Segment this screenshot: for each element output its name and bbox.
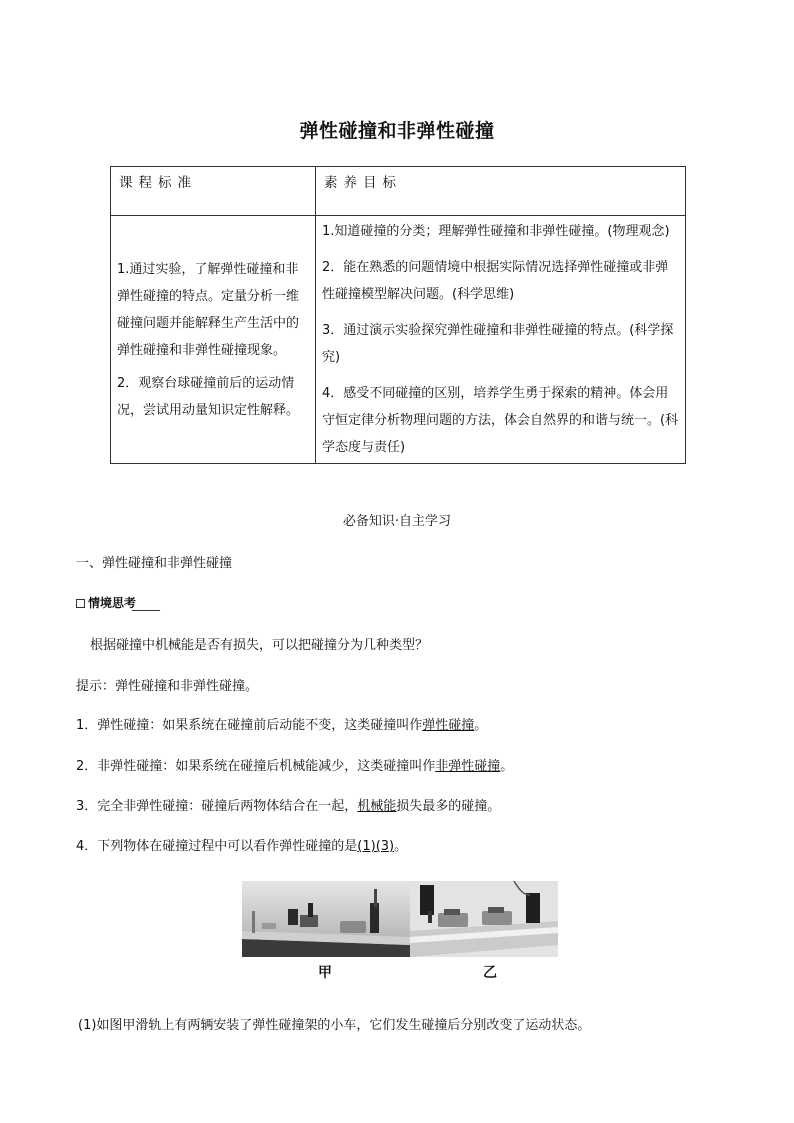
list-item: 3．完全非弹性碰撞：碰撞后两物体结合在一起，机械能损失最多的碰撞。 <box>76 799 501 814</box>
standards-table <box>110 166 686 464</box>
page-title: 弹性碰撞和非弹性碰撞 <box>299 120 495 142</box>
header-course-standard: 课程标准 <box>111 167 316 216</box>
answer-blank: 弹性碰撞 <box>422 718 475 733</box>
answer-blank: (1)(3) <box>357 839 395 854</box>
goal-item: 1.知道碰撞的分类；理解弹性碰撞和非弹性碰撞。(物理观念) <box>322 224 670 239</box>
standard-item: 2．观察台球碰撞前后的运动情况，尝试用动量知识定性解释。 <box>117 375 300 418</box>
answer-blank: 非弹性碰撞 <box>435 759 501 774</box>
figure-caption-jia: 甲 <box>318 965 332 981</box>
figure-yi-collision-carts <box>410 881 558 957</box>
question-text: 根据碰撞中机械能是否有损失，可以把碰撞分为几种类型？ <box>90 638 429 653</box>
goal-item: 4．感受不同碰撞的区别，培养学生勇于探索的精神。体会用守恒定律分析物理问题的方法，体会自然界的和谐与统一。(科学态度与责任) <box>322 386 679 455</box>
table-body-row <box>111 216 686 464</box>
goal-item: 2．能在熟悉的问题情境中根据实际情况选择弹性碰撞或非弹性碰撞模型解决问题。(科学思维) <box>322 260 669 302</box>
figure-caption-yi: 乙 <box>483 965 497 981</box>
square-icon <box>76 599 85 608</box>
sub-question-1: (1)如图甲滑轨上有两辆安装了弹性碰撞架的小车，它们发生碰撞后分别改变了运动状态。 <box>78 1018 591 1033</box>
section-label: 必备知识·自主学习 <box>342 514 452 529</box>
answer-blank: 机械能 <box>357 799 397 814</box>
figure-jia-air-track <box>242 881 410 957</box>
hint-text: 提示：弹性碰撞和非弹性碰撞。 <box>76 679 259 694</box>
goal-item: 3．通过演示实验探究弹性碰撞和非弹性碰撞的特点。(科学探究) <box>322 323 674 365</box>
standard-item: 1.通过实验，了解弹性碰撞和非弹性碰撞的特点。定量分析一维碰撞问题并能解释生产生活中的弹性碰撞和非弹性碰撞现象。 <box>117 261 300 358</box>
list-item: 4．下列物体在碰撞过程中可以看作弹性碰撞的是(1)(3)。 <box>76 839 408 854</box>
scenario-tag <box>76 594 160 611</box>
list-item: 2．非弹性碰撞：如果系统在碰撞后机械能减少，这类碰撞叫作非弹性碰撞。 <box>76 759 514 774</box>
tag-underline-decoration <box>132 610 161 611</box>
table-header-row <box>111 167 686 216</box>
list-item: 1．弹性碰撞：如果系统在碰撞前后动能不变，这类碰撞叫作弹性碰撞。 <box>76 718 488 733</box>
scenario-tag-label: 情境思考 <box>88 596 137 610</box>
course-standard-cell <box>111 216 316 464</box>
header-literacy-goal: 素养目标 <box>316 167 686 216</box>
literacy-goal-cell <box>316 216 686 464</box>
section-heading: 一、弹性碰撞和非弹性碰撞 <box>76 556 233 571</box>
